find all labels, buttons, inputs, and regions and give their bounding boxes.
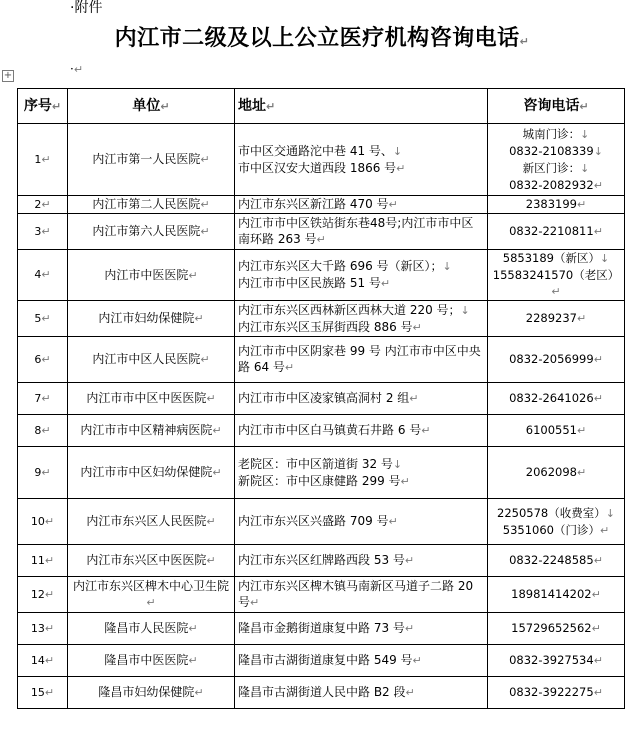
phone-line: 2250578（收费室） xyxy=(497,505,606,520)
mark-glyph: ↵ xyxy=(44,514,55,528)
mark-glyph: ↵ xyxy=(600,523,610,537)
address-line: 新院区：市中区康健路 299 号 xyxy=(238,473,401,488)
table-row xyxy=(18,124,625,196)
address-line: 老院区：市中区箭道街 32 号 xyxy=(238,456,393,471)
header-seq: 序号↵ xyxy=(18,89,68,124)
address-line: 内江市东兴区椑木镇马南新区马道子二路 20 号 xyxy=(238,579,474,609)
mark-glyph: ↵ xyxy=(41,391,51,405)
phone-line: 城南门诊： xyxy=(522,126,581,141)
mark-glyph: ↵ xyxy=(41,311,51,325)
phone-line: 2383199 xyxy=(525,197,577,211)
seq-value: 11 xyxy=(30,553,45,567)
mark-glyph: ↵ xyxy=(412,320,422,334)
cell-phone xyxy=(488,677,625,709)
header-phone: 咨询电话↵ xyxy=(488,89,625,124)
unit-name: 内江市中区人民医院 xyxy=(92,352,201,366)
cell-phone xyxy=(488,124,625,196)
seq-value: 14 xyxy=(30,653,45,667)
cell-address xyxy=(235,337,488,383)
phone-line: 0832-3922275 xyxy=(509,685,594,699)
phone-line: 5853189（新区） xyxy=(502,251,600,265)
cell-unit xyxy=(68,577,235,613)
cell-phone xyxy=(488,250,625,301)
phone-line: 6100551 xyxy=(525,423,577,437)
cell-phone xyxy=(488,415,625,447)
cell-seq xyxy=(18,677,68,709)
mark-glyph: ↵ xyxy=(577,312,587,325)
mark-glyph: ↵ xyxy=(212,466,222,479)
cell-address xyxy=(235,577,488,613)
mark-glyph: ↵ xyxy=(577,466,587,479)
phone-line: 0832-2248585 xyxy=(509,553,594,567)
cell-unit xyxy=(68,499,235,545)
seq-value: 7 xyxy=(34,391,42,405)
mark-glyph: ↵ xyxy=(41,152,51,166)
seq-value: 3 xyxy=(34,224,42,238)
mark-glyph: ↵ xyxy=(212,424,222,437)
seq-value: 2 xyxy=(34,197,42,211)
cell-address xyxy=(235,613,488,645)
mark-glyph: ↵ xyxy=(41,197,51,211)
unit-name: 内江市东兴区中医医院 xyxy=(86,553,207,567)
cell-seq xyxy=(18,250,68,301)
mark-glyph: ↵ xyxy=(206,392,216,405)
mark-glyph: ↵ xyxy=(593,554,603,567)
mark-glyph: ↓ xyxy=(580,127,590,141)
mark-glyph: ↵ xyxy=(593,178,603,192)
address-line: 内江市市中区凌家镇高洞村 2 组 xyxy=(238,391,410,405)
cell-unit xyxy=(68,301,235,337)
table-row xyxy=(18,383,625,415)
mark-glyph: ↵ xyxy=(577,424,587,437)
cell-address xyxy=(235,250,488,301)
mark-glyph: ↵ xyxy=(206,515,216,528)
cell-unit xyxy=(68,214,235,250)
unit-name: 隆昌市中医医院 xyxy=(104,653,189,667)
cell-address xyxy=(235,447,488,499)
cell-unit xyxy=(68,415,235,447)
address-line: 内江市东兴区西林新区西林大道 220 号； xyxy=(238,302,461,317)
mark-glyph: ↓ xyxy=(605,506,615,520)
cell-address xyxy=(235,677,488,709)
cell-unit xyxy=(68,545,235,577)
mark-glyph: ↵ xyxy=(250,596,260,609)
mark-glyph: ↓ xyxy=(392,457,403,471)
mark-glyph: ↵ xyxy=(188,654,198,667)
cell-unit xyxy=(68,250,235,301)
cell-phone xyxy=(488,337,625,383)
unit-name: 内江市市中区中医医院 xyxy=(86,391,207,405)
cell-phone xyxy=(488,499,625,545)
header-address: 地址↵ xyxy=(235,89,488,124)
mark-glyph: ↵ xyxy=(593,654,603,667)
phone-line: 0832-2641026 xyxy=(509,391,594,405)
unit-name: 隆昌市人民医院 xyxy=(104,621,189,635)
cell-unit xyxy=(68,337,235,383)
mark-glyph: ↵ xyxy=(44,553,55,567)
cell-seq xyxy=(18,383,68,415)
mark-glyph: ↓ xyxy=(600,252,610,265)
address-line: 内江市市中区铁站街东巷48号;内江市市中区南环路 263 号 xyxy=(238,216,474,246)
mark-glyph: ↵ xyxy=(316,233,326,246)
table-row xyxy=(18,499,625,545)
cell-seq xyxy=(18,301,68,337)
mark-glyph: ↵ xyxy=(591,588,601,601)
phone-line: 0832-2056999 xyxy=(509,352,594,366)
unit-name: 内江市市中区妇幼保健院 xyxy=(80,465,213,479)
mark-glyph: ↵ xyxy=(404,622,415,635)
address-line: 内江市东兴区兴盛路 709 号 xyxy=(238,514,389,528)
cell-unit xyxy=(68,124,235,196)
mark-glyph: ↵ xyxy=(591,622,601,635)
mark-glyph: ↵ xyxy=(200,153,210,166)
cell-unit xyxy=(68,383,235,415)
mark-glyph: ↓ xyxy=(442,260,452,273)
seq-value: 13 xyxy=(30,621,45,635)
mark-glyph: ↵ xyxy=(577,198,587,211)
mark-glyph: ↵ xyxy=(200,353,210,366)
mark-glyph: ↵ xyxy=(44,587,55,601)
address-line: 内江市东兴区红牌路西段 53 号 xyxy=(238,553,405,567)
cell-address xyxy=(235,301,488,337)
address-line: 隆昌市古湖街道康复中路 549 号 xyxy=(238,653,413,667)
empty-paragraph: ·↵ xyxy=(70,62,84,76)
address-line: 内江市东兴区大千路 696 号（新区）； xyxy=(238,259,443,273)
table-row xyxy=(18,214,625,250)
cell-phone xyxy=(488,214,625,250)
mark-glyph: ↵ xyxy=(206,554,216,567)
cell-unit xyxy=(68,613,235,645)
mark-glyph: ↓ xyxy=(460,303,470,317)
mark-glyph: ↵ xyxy=(194,312,204,325)
unit-name: 内江市市中区精神病医院 xyxy=(80,423,213,437)
table-row xyxy=(18,645,625,677)
cell-seq xyxy=(18,499,68,545)
cell-address xyxy=(235,545,488,577)
mark-glyph: ↵ xyxy=(593,225,603,238)
mark-glyph: ↵ xyxy=(41,352,51,366)
cell-unit xyxy=(68,677,235,709)
table-row xyxy=(18,677,625,709)
table-row xyxy=(18,577,625,613)
mark-glyph: ↵ xyxy=(146,596,156,609)
mark-glyph: ↵ xyxy=(405,686,415,699)
address-line: 内江市市中区白马镇黄石井路 6 号 xyxy=(238,423,422,437)
table-header-row xyxy=(18,89,625,124)
cell-address xyxy=(235,196,488,214)
cell-address xyxy=(235,645,488,677)
unit-name: 隆昌市妇幼保健院 xyxy=(98,685,195,699)
mark-glyph: ↵ xyxy=(188,268,198,282)
table-row xyxy=(18,250,625,301)
seq-value: 4 xyxy=(34,268,42,281)
seq-value: 6 xyxy=(34,352,42,366)
address-line: 内江市东兴区玉屏街西段 886 号 xyxy=(238,319,413,334)
address-line: 市中区交通路沱中巷 41 号、 xyxy=(238,143,393,158)
phone-line: 15583241570（老区） xyxy=(492,268,620,282)
phone-line: 0832-2082932 xyxy=(509,177,594,192)
phone-line: 0832-2210811 xyxy=(509,224,594,238)
page-title: 内江市二级及以上公立医疗机构咨询电话↵ xyxy=(114,25,530,51)
mark-glyph: ↓ xyxy=(580,161,590,175)
cell-phone xyxy=(488,383,625,415)
seq-value: 12 xyxy=(30,587,45,601)
cell-address xyxy=(235,214,488,250)
cell-seq xyxy=(18,645,68,677)
address-line: 内江市东兴区新江路 470 号 xyxy=(238,197,389,211)
unit-name: 内江市东兴区椑木中心卫生院 xyxy=(72,579,229,593)
mark-glyph: ↵ xyxy=(421,424,431,437)
cell-phone xyxy=(488,447,625,499)
address-line: 隆昌市古湖街道人民中路 B2 段 xyxy=(238,685,406,699)
phone-line: 2062098 xyxy=(525,465,577,479)
mark-glyph: ↵ xyxy=(41,224,51,238)
table-row xyxy=(18,337,625,383)
table-row xyxy=(18,415,625,447)
mark-glyph: ↵ xyxy=(593,392,603,405)
mark-glyph: ↵ xyxy=(194,686,204,699)
phone-line: 15729652562 xyxy=(511,621,592,635)
table-row xyxy=(18,545,625,577)
phone-line: 18981414202 xyxy=(511,587,592,601)
mark-glyph: ↵ xyxy=(200,198,210,211)
mark-glyph: ↵ xyxy=(41,268,51,281)
cell-unit xyxy=(68,196,235,214)
mark-glyph: ↵ xyxy=(593,686,603,699)
cell-seq xyxy=(18,613,68,645)
cell-address xyxy=(235,415,488,447)
cell-seq xyxy=(18,337,68,383)
phone-line: 新区门诊： xyxy=(522,160,581,175)
cell-seq xyxy=(18,196,68,214)
mark-glyph: ↓ xyxy=(392,144,403,158)
mark-glyph: ↵ xyxy=(188,622,198,635)
mark-glyph: ↵ xyxy=(41,423,51,437)
seq-value: 9 xyxy=(34,465,42,479)
unit-name: 内江市第二人民医院 xyxy=(92,197,201,211)
hospital-phone-table xyxy=(17,88,625,709)
mark-glyph: ↵ xyxy=(404,554,415,567)
cell-seq xyxy=(18,124,68,196)
unit-name: 内江市东兴区人民医院 xyxy=(86,514,207,528)
header-unit: 单位↵ xyxy=(68,89,235,124)
cell-seq xyxy=(18,214,68,250)
table-row xyxy=(18,447,625,499)
table-row xyxy=(18,196,625,214)
mark-glyph: ↵ xyxy=(200,225,210,238)
cell-address xyxy=(235,499,488,545)
mark-glyph: ↵ xyxy=(396,161,406,175)
phone-line: 0832-3927534 xyxy=(509,653,594,667)
mark-glyph: ↵ xyxy=(388,515,398,528)
cell-address xyxy=(235,124,488,196)
cell-phone xyxy=(488,577,625,613)
cell-phone xyxy=(488,196,625,214)
seq-value: 5 xyxy=(34,311,42,325)
mark-glyph: ↵ xyxy=(44,685,55,699)
table-row xyxy=(18,301,625,337)
mark-glyph: ↵ xyxy=(41,465,51,479)
seq-value: 8 xyxy=(34,423,42,437)
cell-unit xyxy=(68,645,235,677)
mark-glyph: ↵ xyxy=(593,353,603,366)
attachment-label: ·附件 xyxy=(70,0,103,16)
phone-line: 2289237 xyxy=(525,311,577,325)
cell-phone xyxy=(488,545,625,577)
cell-phone xyxy=(488,301,625,337)
mark-glyph: ↵ xyxy=(380,277,391,290)
address-line: 市中区汉安大道西段 1866 号 xyxy=(238,160,397,175)
unit-name: 内江市第六人民医院 xyxy=(92,224,201,238)
cell-address xyxy=(235,383,488,415)
seq-value: 15 xyxy=(30,685,45,699)
mark-glyph: ↵ xyxy=(409,392,419,405)
mark-glyph: ↵ xyxy=(412,654,422,667)
mark-glyph: ↵ xyxy=(284,361,295,374)
mark-glyph: ↓ xyxy=(593,144,603,158)
mark-glyph: ↵ xyxy=(44,621,55,635)
mark-glyph: ↵ xyxy=(44,653,55,667)
mark-glyph: ↵ xyxy=(400,474,410,488)
mark-glyph: ↵ xyxy=(551,285,561,298)
cell-phone xyxy=(488,645,625,677)
address-line: 隆昌市金鹅街道康复中路 73 号 xyxy=(238,621,405,635)
cell-phone xyxy=(488,613,625,645)
mark-glyph: ↵ xyxy=(388,198,398,211)
cell-seq xyxy=(18,577,68,613)
table-row xyxy=(18,613,625,645)
unit-name: 内江市中医医院 xyxy=(104,267,189,282)
phone-line: 0832-2108339 xyxy=(509,143,594,158)
cell-unit xyxy=(68,447,235,499)
seq-value: 1 xyxy=(34,152,42,166)
address-line: 内江市市中区民族路 51 号 xyxy=(238,276,381,290)
table-move-handle-icon[interactable]: + xyxy=(3,70,13,81)
cell-seq xyxy=(18,447,68,499)
unit-name: 内江市第一人民医院 xyxy=(92,152,201,166)
cell-seq xyxy=(18,545,68,577)
seq-value: 10 xyxy=(30,514,45,528)
phone-line: 5351060（门诊） xyxy=(502,522,600,537)
unit-name: 内江市妇幼保健院 xyxy=(98,311,195,325)
cell-seq xyxy=(18,415,68,447)
address-line: 内江市市中区阴家巷 99 号 内江市市中区中央路 64 号 xyxy=(238,344,481,374)
